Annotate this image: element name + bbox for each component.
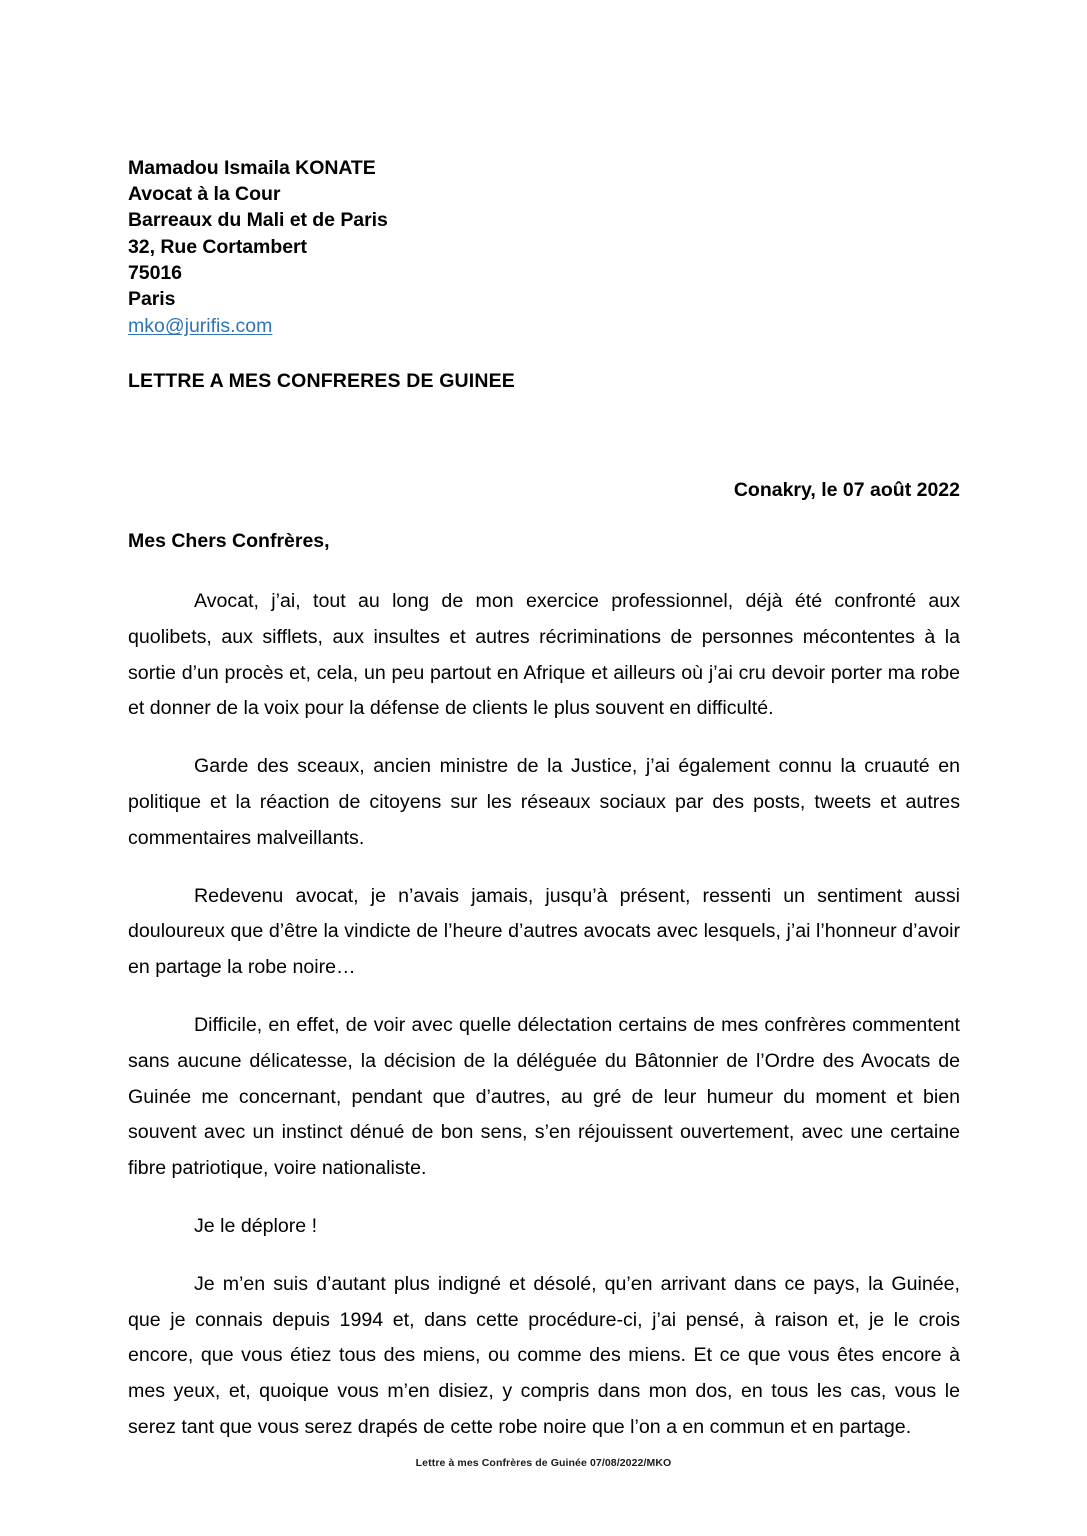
sender-email-link[interactable]: mko@jurifis.com <box>128 315 273 338</box>
body-paragraph: Difficile, en effet, de voir avec quelle délectation certains de mes confrères commentent sans aucune délicatesse, la décision de la déléguée du Bâtonnier de l’Ordre des Avocats de Guinée me concernant, pendant que d’autres, au gré de leur humeur du moment et bien souvent avec un instinct dénué de bon sens, s’en réjouissent ouvertement, avec une certaine fibre patriotique, voire nationaliste. <box>128 1013 960 1180</box>
body-paragraph: Je le déplore ! <box>194 1214 318 1237</box>
sender-name: Mamadou Ismaila KONATE <box>128 157 376 179</box>
body-paragraph: Garde des sceaux, ancien ministre de la Justice, j’ai également connu la cruauté en politique et la réaction de citoyens sur les réseaux sociaux par des posts, tweets et autres commentaires malveillants. <box>128 755 960 849</box>
place-and-date: Conakry, le 07 août 2022 <box>733 479 960 501</box>
body-paragraph: Redevenu avocat, je n’avais jamais, jusqu’à présent, ressenti un sentiment aussi douloureux que d’être la vindicte de l’heure d’autres avocats avec lesquels, j’ai l’honneur d’avoir en partage la robe noire… <box>128 884 960 979</box>
salutation: Mes Chers Confrères, <box>128 530 330 552</box>
page-footer: Lettre à mes Confrères de Guinée 07/08/2022/MKO <box>415 1457 672 1469</box>
sender-city: Paris <box>128 288 176 311</box>
body-paragraph: Je m’en suis d’autant plus indigné et désolé, qu’en arrivant dans ce pays, la Guinée, que je connais depuis 1994 et, dans cette procédure-ci, j’ai pensé, à raison et, je le crois encore, que vous étiez tous des miens, ou comme des miens. Et ce que vous êtes encore à mes yeux, et, quoique vous m’en disiez, y compris dans mon dos, en tous les cas, vous le serez tant que vous serez drapés de cette robe noire que l’on a en commun et en partage. <box>128 1272 960 1438</box>
sender-postal-code: 75016 <box>128 261 182 284</box>
sender-address-block <box>128 155 960 341</box>
sender-bar-membership: Barreaux du Mali et de Paris <box>128 209 388 232</box>
sender-title: Avocat à la Cour <box>128 183 281 206</box>
letter-body <box>128 584 960 1446</box>
letter-subject-heading: LETTRE A MES CONFRERES DE GUINEE <box>128 370 515 392</box>
body-paragraph: Avocat, j’ai, tout au long de mon exercice professionnel, déjà été confronté aux quolibets, aux sifflets, aux insultes et autres récriminations de personnes mécontentes à la sortie d’un procès et, cela, un peu partout en Afrique et ailleurs où j’ai cru devoir porter ma robe et donner de la voix pour la défense de clients le plus souvent en difficulté. <box>128 590 960 720</box>
sender-email-line <box>128 312 960 341</box>
sender-street: 32, Rue Cortambert <box>128 235 307 258</box>
